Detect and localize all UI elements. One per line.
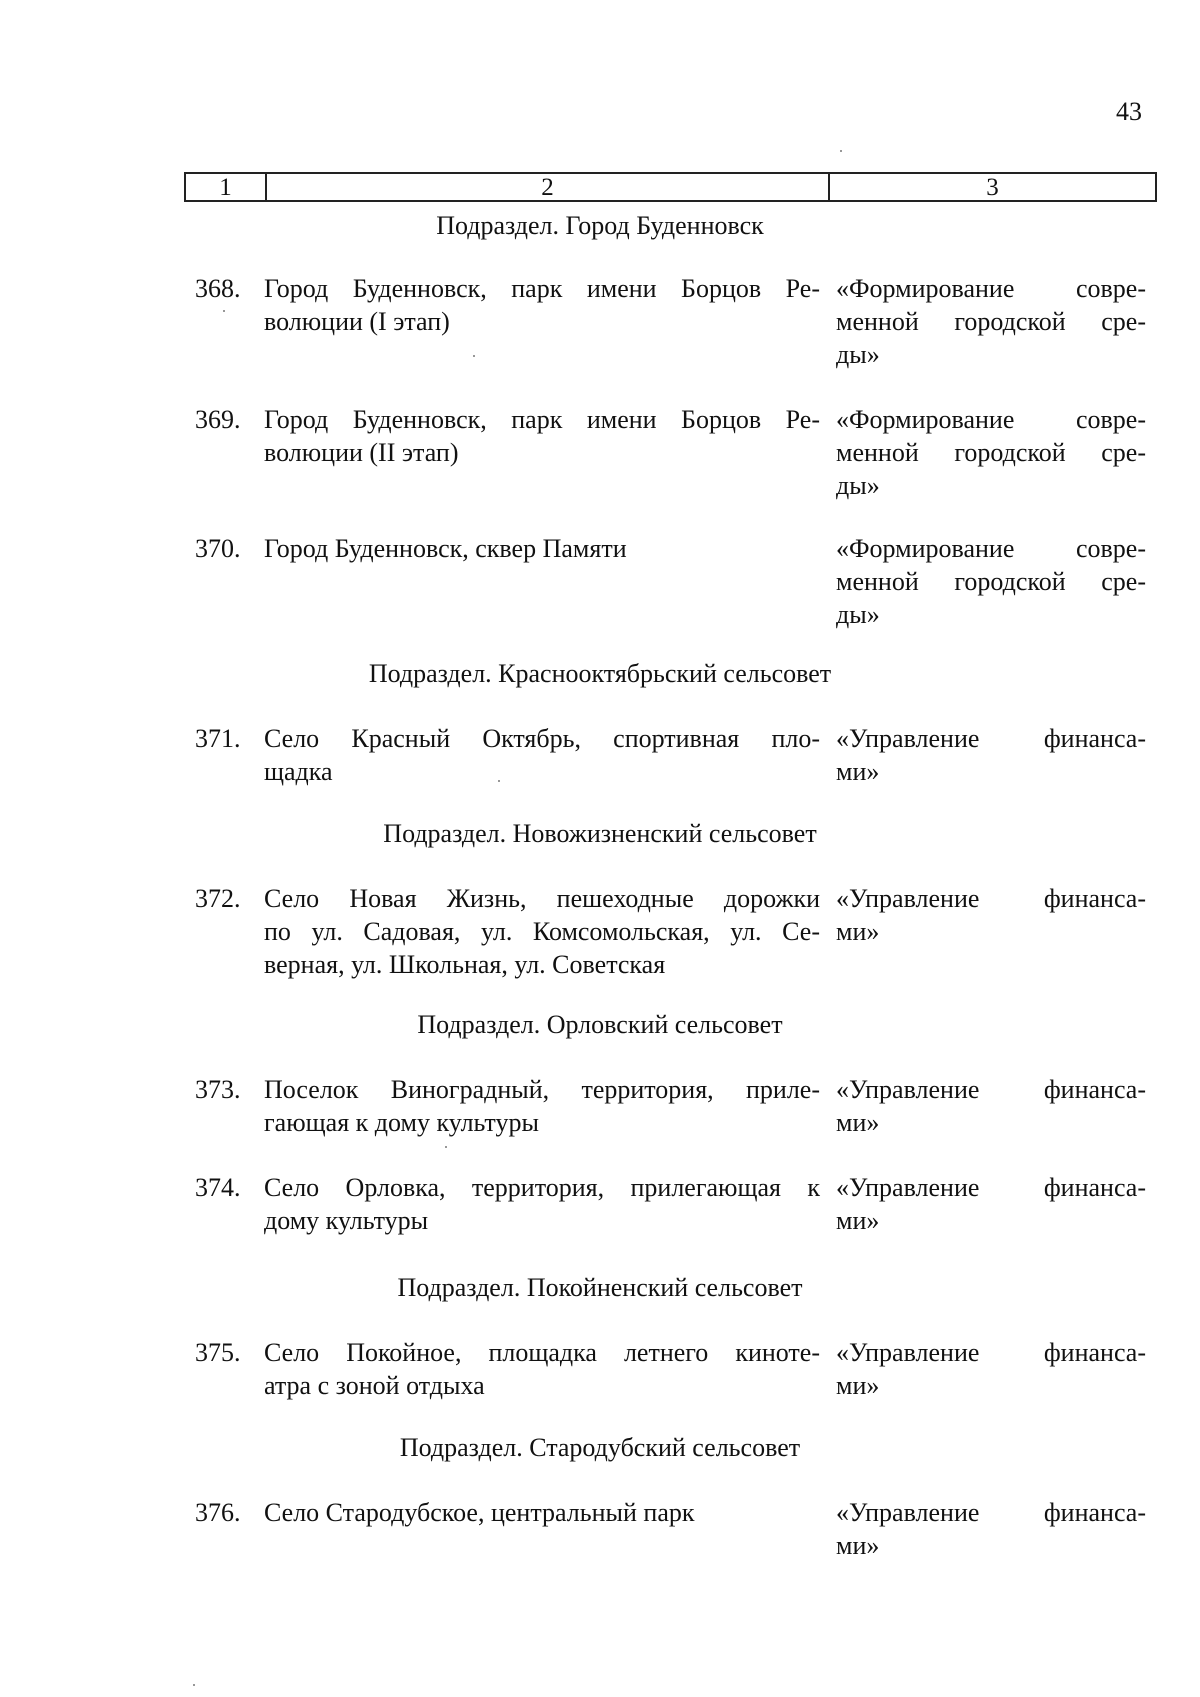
program-word: менной — [836, 438, 919, 467]
program-word: ми» — [836, 917, 880, 946]
object-name — [264, 1073, 826, 1139]
program-name-line — [836, 755, 1146, 788]
program-word: сре- — [1101, 307, 1146, 336]
object-name — [264, 722, 826, 788]
program-word: городской — [954, 307, 1066, 336]
table-row — [195, 403, 1150, 502]
program-name-line — [836, 1529, 1146, 1562]
table-row — [195, 1073, 1150, 1139]
column-header-3: 3 — [986, 173, 999, 201]
program-name — [826, 403, 1146, 502]
object-name-line: Село Покойное, площадка летнего киноте- — [264, 1338, 820, 1367]
program-word: «Формирование — [836, 405, 1015, 434]
object-name-line: Город Буденновск, парк имени Борцов Ре- — [264, 274, 820, 303]
program-word: финанса- — [1043, 884, 1146, 913]
program-word: финанса- — [1043, 1075, 1146, 1104]
object-name-line: Поселок Виноградный, территория, приле- — [264, 1075, 820, 1104]
program-name — [826, 1496, 1146, 1562]
program-name-line — [836, 338, 1146, 371]
program-name-line — [836, 1496, 1146, 1529]
program-word: городской — [954, 438, 1066, 467]
scan-speck — [193, 1684, 195, 1686]
page-number: 43 — [1116, 97, 1142, 126]
object-name-line: Село Орловка, территория, прилегающая к — [264, 1173, 820, 1202]
program-word: финанса- — [1043, 724, 1146, 753]
table-row — [195, 722, 1150, 788]
program-name — [826, 272, 1146, 371]
subsection-title: Подраздел. Город Буденновск — [436, 211, 764, 240]
program-word: финанса- — [1043, 1173, 1146, 1202]
program-word: менной — [836, 307, 919, 336]
object-name-line: Село Стародубское, центральный парк — [264, 1498, 695, 1527]
program-word: «Формирование — [836, 274, 1015, 303]
program-word: «Формирование — [836, 534, 1015, 563]
object-name — [264, 403, 826, 502]
program-word: ды» — [836, 471, 880, 500]
row-number: 373. — [195, 1075, 241, 1104]
object-name-line: атра с зоной отдыха — [264, 1371, 485, 1400]
table-row — [195, 1496, 1150, 1562]
program-word: «Управление — [836, 1338, 980, 1367]
program-name-line — [836, 722, 1146, 755]
program-name-line — [836, 469, 1146, 502]
program-word: «Управление — [836, 1173, 980, 1202]
program-word: совре- — [1075, 405, 1146, 434]
program-name-line — [836, 915, 1146, 948]
program-name-line — [836, 1171, 1146, 1204]
object-name-line: волюции (I этап) — [264, 307, 450, 336]
scan-speck — [445, 1146, 447, 1148]
subsection-title: Подраздел. Стародубский сельсовет — [399, 1433, 801, 1462]
program-word: ми» — [836, 757, 880, 786]
object-name-line: Город Буденновск, парк имени Борцов Ре- — [264, 405, 820, 434]
program-name — [826, 882, 1146, 981]
program-word: «Управление — [836, 1075, 980, 1104]
program-name — [826, 532, 1146, 631]
row-number: 372. — [195, 884, 241, 913]
object-name-line: Село Новая Жизнь, пешеходные дорожки — [264, 884, 820, 913]
object-name — [264, 272, 826, 371]
subsection-title: Подраздел. Орловский сельсовет — [417, 1010, 783, 1039]
program-name-line — [836, 532, 1146, 565]
object-name-line: дому культуры — [264, 1206, 429, 1235]
row-number: 375. — [195, 1338, 241, 1367]
scan-speck — [840, 150, 842, 152]
table-row — [195, 532, 1150, 631]
object-name-line: Город Буденновск, сквер Памяти — [264, 534, 627, 563]
object-name-line: щадка — [264, 757, 333, 786]
program-word: ми» — [836, 1108, 880, 1137]
program-word: совре- — [1075, 534, 1146, 563]
object-name — [264, 882, 826, 981]
object-name-line: Село Красный Октябрь, спортивная пло- — [264, 724, 820, 753]
program-name-line — [836, 1369, 1146, 1402]
program-name-line — [836, 403, 1146, 436]
table-row — [195, 1171, 1150, 1237]
program-name — [826, 722, 1146, 788]
program-word: городской — [954, 567, 1066, 596]
program-word: ми» — [836, 1531, 880, 1560]
program-name — [826, 1073, 1146, 1139]
program-name — [826, 1336, 1146, 1402]
program-name-line — [836, 272, 1146, 305]
program-word: сре- — [1101, 567, 1146, 596]
row-number: 374. — [195, 1173, 241, 1202]
row-number: 371. — [195, 724, 241, 753]
program-word: «Управление — [836, 884, 980, 913]
program-word: совре- — [1075, 274, 1146, 303]
object-name-line: волюции (II этап) — [264, 438, 459, 467]
program-word: ми» — [836, 1371, 880, 1400]
table-row — [195, 272, 1150, 371]
program-name-line — [836, 565, 1146, 598]
table-row — [195, 882, 1150, 981]
table-row — [195, 1336, 1150, 1402]
program-word: «Управление — [836, 724, 980, 753]
row-number: 368. — [195, 274, 241, 303]
program-name-line — [836, 598, 1146, 631]
program-word: сре- — [1101, 438, 1146, 467]
program-name-line — [836, 882, 1146, 915]
subsection-title: Подраздел. Краснооктябрьский сельсовет — [368, 659, 832, 688]
program-name-line — [836, 1073, 1146, 1106]
program-name-line — [836, 436, 1146, 469]
program-name-line — [836, 1204, 1146, 1237]
program-name-line — [836, 1106, 1146, 1139]
program-word: ми» — [836, 1206, 880, 1235]
program-name-line — [836, 1336, 1146, 1369]
program-word: ды» — [836, 600, 880, 629]
object-name-line: верная, ул. Школьная, ул. Советская — [264, 950, 666, 979]
program-name — [826, 1171, 1146, 1237]
program-word: менной — [836, 567, 919, 596]
program-name-line — [836, 305, 1146, 338]
object-name — [264, 1496, 826, 1562]
row-number: 369. — [195, 405, 241, 434]
program-word: финанса- — [1043, 1338, 1146, 1367]
object-name — [264, 1171, 826, 1237]
scan-speck — [473, 355, 475, 357]
row-number: 376. — [195, 1498, 241, 1527]
object-name — [264, 1336, 826, 1402]
row-number: 370. — [195, 534, 241, 563]
object-name-line: по ул. Садовая, ул. Комсомольская, ул. Се- — [264, 917, 820, 946]
scan-speck — [498, 780, 500, 782]
program-word: ды» — [836, 340, 880, 369]
column-header-2: 2 — [267, 174, 830, 200]
object-name-line: гающая к дому культуры — [264, 1108, 539, 1137]
table-header-row — [184, 172, 1157, 202]
program-word: финанса- — [1043, 1498, 1146, 1527]
program-word: «Управление — [836, 1498, 980, 1527]
object-name — [264, 532, 826, 631]
scan-speck — [223, 310, 225, 312]
subsection-title: Подраздел. Новожизненский сельсовет — [383, 819, 817, 848]
subsection-title: Подраздел. Покойненский сельсовет — [397, 1273, 803, 1302]
column-header-1: 1 — [186, 174, 267, 200]
